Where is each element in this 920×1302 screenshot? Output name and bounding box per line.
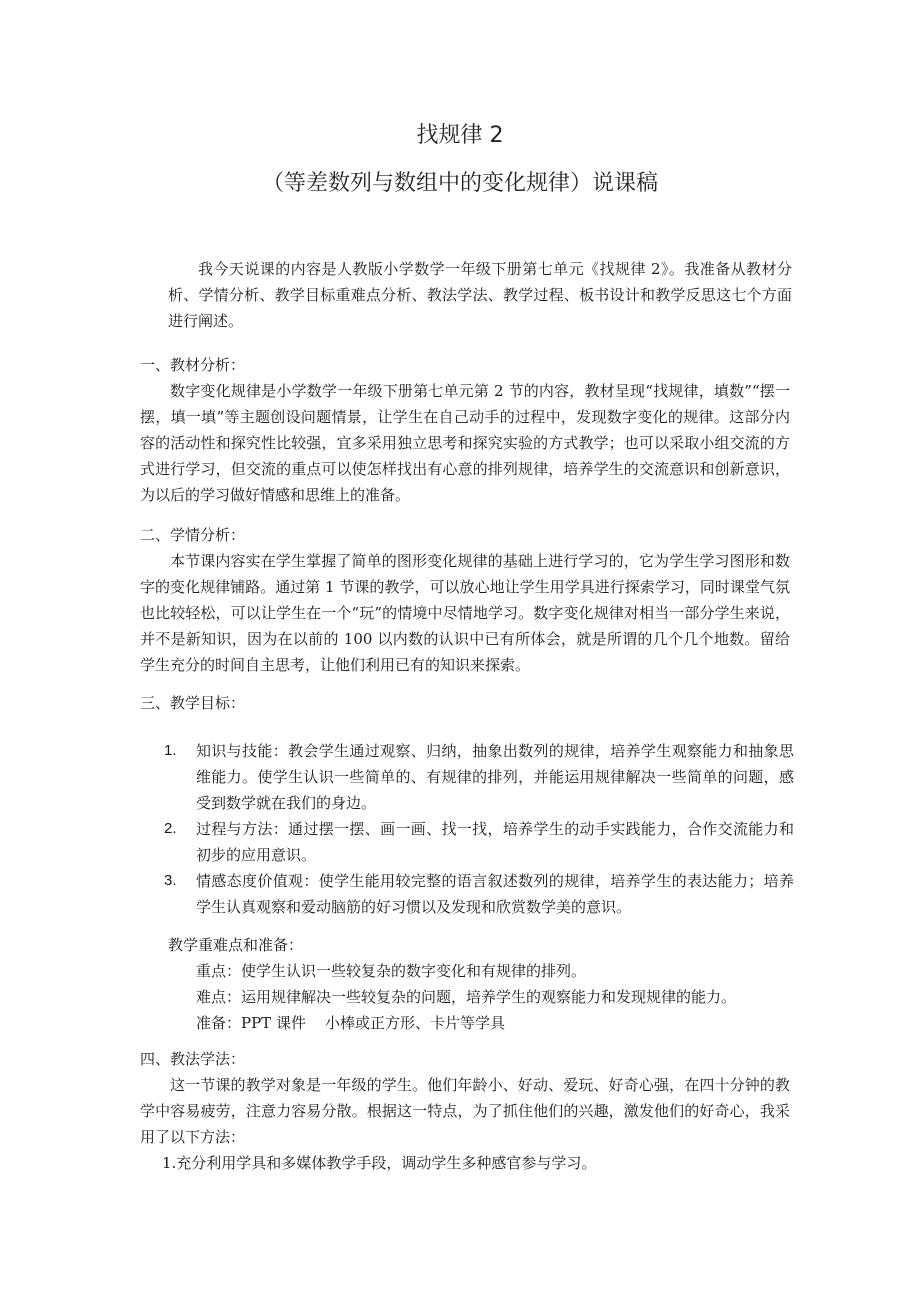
method-item: 1.充分利用学具和多媒体教学手段，调动学生多种感官参与学习。 [162, 1154, 597, 1172]
section-heading: 三、教学目标： [140, 694, 246, 712]
section-heading: 四、教法学法： [140, 1050, 246, 1068]
list-text: 知识与技能：教会学生通过观察、归纳，抽象出数列的规律，培养学生观察能力和抽象思维能力。使学生认识一些简单的、有规律的排列，并能运用规律解决一些简单的问题，感受到数学就在我们的身边。 [196, 742, 794, 812]
keypoints-list [196, 958, 736, 1036]
goals-list [164, 738, 794, 920]
list-text: 情感态度价值观：使学生能用较完整的语言叙述数列的规律，培养学生的表达能力；培养学生认真观察和爱动脑筋的好习惯以及发现和欣赏数学美的意识。 [196, 872, 794, 916]
list-item: 难点：运用规律解决一些较复杂的问题，培养学生的观察能力和发现规律的能力。 [196, 988, 737, 1006]
list-number: 3. [164, 872, 177, 889]
list-text: 过程与方法：通过摆一摆、画一画、找一找，培养学生的动手实践能力，合作交流能力和初步的应用意识。 [196, 820, 794, 864]
list-item [164, 738, 794, 816]
section-heading: 一、教材分析： [140, 356, 246, 374]
section-body: 数字变化规律是小学数学一年级下册第七单元第 2 节的内容，教材呈现“找规律，填数”“摆一摆，填一填”等主题创设问题情景，让学生在自己动手的过程中，发现数字变化的规律。这部分内容的活动性和探究性比较强，宜多采用独立思考和探究实验的方式教学；也可以采取小组交流的方式进行学习，但交流的重点可以使怎样找出有心意的排列规律，培养学生的交流意识和创新意识，为以后的学习做好情感和思维上的准备。 [140, 382, 790, 504]
section-heading: 二、学情分析： [140, 526, 246, 544]
list-number: 2. [164, 820, 177, 837]
section-materials [140, 352, 790, 508]
section-students [140, 522, 790, 678]
section-body: 这一节课的教学对象是一年级的学生。他们年龄小、好动、爱玩、好奇心强，在四十分钟的教学中容易疲劳，注意力容易分散。根据这一特点，为了抓住他们的兴趣，激发他们的好奇心，我采用了以下方法： [140, 1076, 790, 1146]
list-item: 准备：PPT 课件 小棒或正方形、卡片等学具 [196, 1014, 506, 1032]
section-body: 本节课内容实在学生掌握了简单的图形变化规律的基础上进行学习的，它为学生学习图形和数字的变化规律铺路。通过第 1 节课的教学，可以放心地让学生用学具进行探索学习，同时课堂气氛也比较轻松，可以让学生在一个“玩”的情境中尽情地学习。数字变化规律对相当一部分学生来说，并不是新知识，因为在以前的 100 以内数的认识中已有所体会，就是所谓的几个几个地数。留给学生充分的时间自主思考，让他们利用已有的知识来探索。 [140, 552, 790, 674]
list-item [164, 816, 794, 868]
intro-paragraph: 我今天说课的内容是人教版小学数学一年级下册第七单元《找规律 2》。我准备从教材分析、学情分析、教学目标重难点分析、教法学法、教学过程、板书设计和教学反思这七个方面进行阐述。 [168, 260, 792, 330]
keypoints-title: 教学重难点和准备： [168, 936, 304, 954]
document-title: 找规律 2 [416, 123, 504, 148]
list-item: 重点：使学生认识一些较复杂的数字变化和有规律的排列。 [196, 962, 587, 980]
list-item [164, 868, 794, 920]
document-subtitle: （等差数列与数组中的变化规律）说课稿 [261, 171, 658, 196]
list-number: 1. [164, 742, 177, 759]
section-methods [140, 1046, 790, 1150]
section-goals [140, 690, 790, 716]
